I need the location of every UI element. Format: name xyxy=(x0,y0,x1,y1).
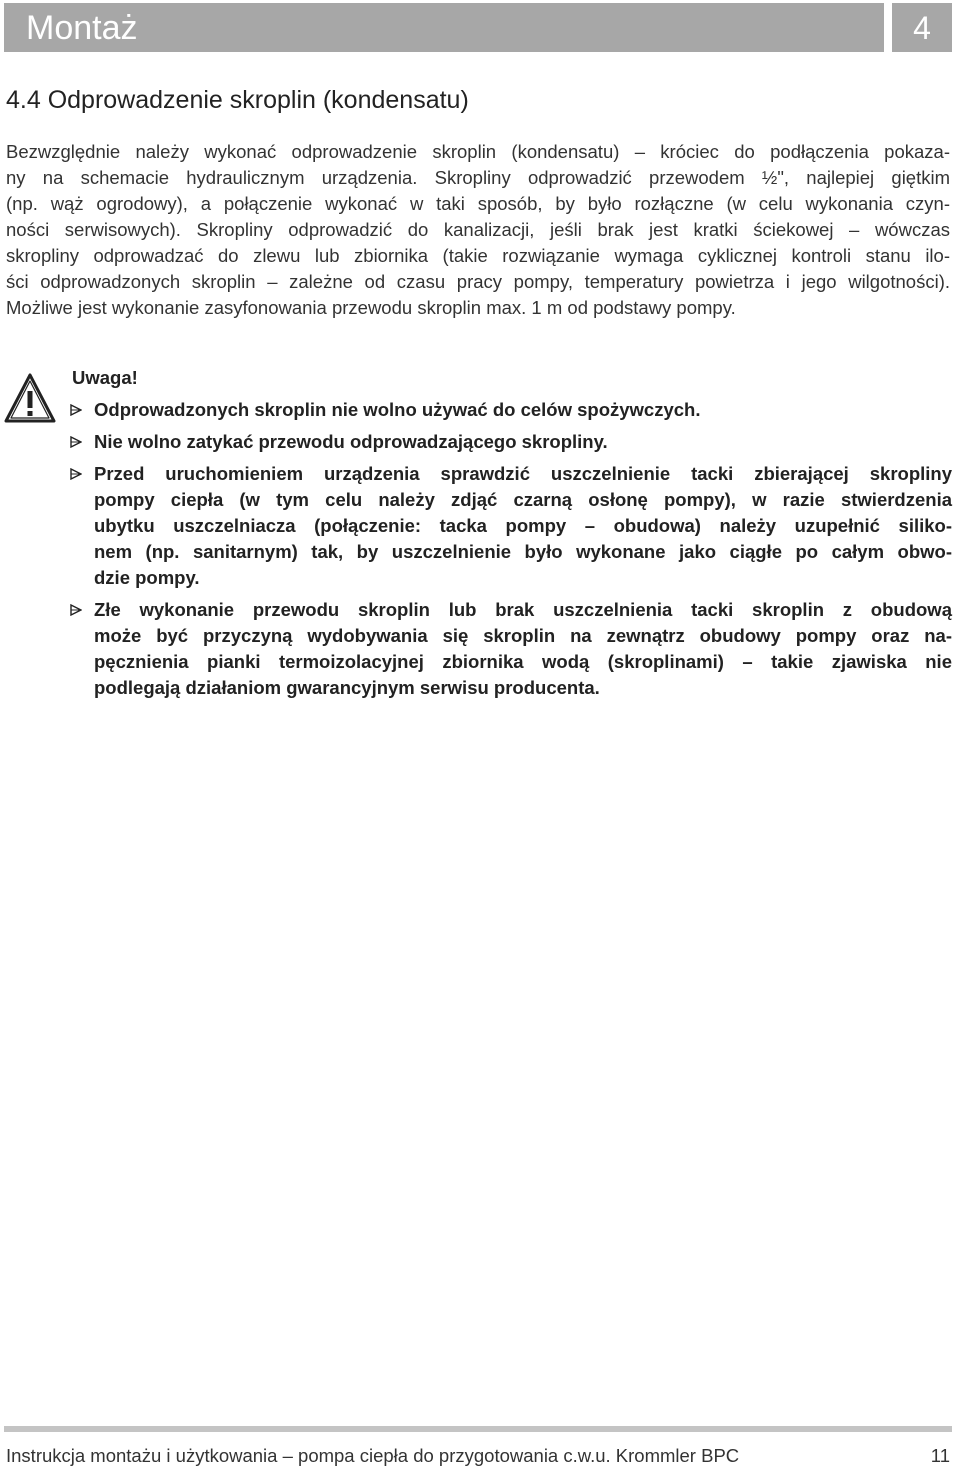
list-item-line: Złe wykonanie przewodu skroplin lub brak uszczelnienia tacki skroplin z obudową xyxy=(94,599,952,620)
intro-line: Bezwzględnie należy wykonać odprowadzenie skroplin (kondensatu) – króciec do podłączenia pokaza- xyxy=(6,141,950,162)
intro-line: ny na schemacie hydraulicznym urządzenia. Skropliny odprowadzić przewodem ½", najlepiej giętkim xyxy=(6,167,950,188)
intro-line: ści odprowadzonych skroplin – zależne od czasu pracy pompy, temperatury powietrza i jego wilgotności). xyxy=(6,271,950,292)
arrow-bullet-icon xyxy=(70,468,82,480)
arrow-bullet-icon xyxy=(70,436,82,448)
list-item-line: pompy ciepła (w tym celu należy zdjąć czarną osłonę pompy), w razie stwierdzenia xyxy=(94,489,952,510)
page-number: 11 xyxy=(930,1445,950,1466)
intro-line: ności serwisowych). Skropliny odprowadzić do kanalizacji, jeśli brak jest kratki ściekowej – wówczas xyxy=(6,219,950,240)
chapter-number-box xyxy=(892,3,952,52)
notice-title: Uwaga! xyxy=(72,367,138,388)
list-item-line: dzie pompy. xyxy=(94,567,200,588)
list-item-line: Nie wolno zatykać przewodu odprowadzającego skropliny. xyxy=(94,431,608,452)
list-item-line: pęcznienia pianki termoizolacyjnej zbiornika wodą (skroplinami) – takie zjawiska nie xyxy=(94,651,952,672)
intro-line: skropliny odprowadzać do zlewu lub zbiornika (takie rozwiązanie wymaga cyklicznej kontroli stanu ilo- xyxy=(6,245,950,266)
intro-paragraph xyxy=(6,139,950,321)
list-item-line: może być przyczyną wydobywania się skroplin na zewnątrz obudowy pompy oraz na- xyxy=(94,625,952,646)
footer-divider xyxy=(4,1426,952,1432)
list-item xyxy=(70,461,952,591)
list-item xyxy=(70,429,952,455)
notice-list xyxy=(70,397,952,707)
warning-triangle-icon xyxy=(4,372,56,424)
intro-line: (np. wąż ogrodowy), a połączenie wykonać w taki sposób, by było rozłączne (w celu wykonania czyn- xyxy=(6,193,950,214)
arrow-bullet-icon xyxy=(70,404,82,416)
list-item-line: ubytku uszczelniacza (połączenie: tacka pompy – obudowa) należy uzupełnić siliko- xyxy=(94,515,952,536)
intro-line: Możliwe jest wykonanie zasyfonowania przewodu skroplin max. 1 m od podstawy pompy. xyxy=(6,297,736,318)
chapter-title: Montaż xyxy=(26,8,138,47)
arrow-bullet-icon xyxy=(70,604,82,616)
section-title: 4.4 Odprowadzenie skroplin (kondensatu) xyxy=(6,86,469,114)
chapter-header-bar xyxy=(4,3,884,52)
list-item xyxy=(70,397,952,423)
list-item-line: Odprowadzonych skroplin nie wolno używać do celów spożywczych. xyxy=(94,399,701,420)
list-item-line: nem (np. sanitarnym) tak, by uszczelnienie było wykonane jako ciągłe po całym obwo- xyxy=(94,541,952,562)
list-item xyxy=(70,597,952,701)
list-item-line: Przed uruchomieniem urządzenia sprawdzić uszczelnienie tacki zbierającej skropliny xyxy=(94,463,952,484)
footer-title: Instrukcja montażu i użytkowania – pompa ciepła do przygotowania c.w.u. Krommler BPC xyxy=(6,1445,740,1466)
chapter-number: 4 xyxy=(913,9,931,46)
list-item-line: podlegają działaniom gwarancyjnym serwisu producenta. xyxy=(94,677,600,698)
